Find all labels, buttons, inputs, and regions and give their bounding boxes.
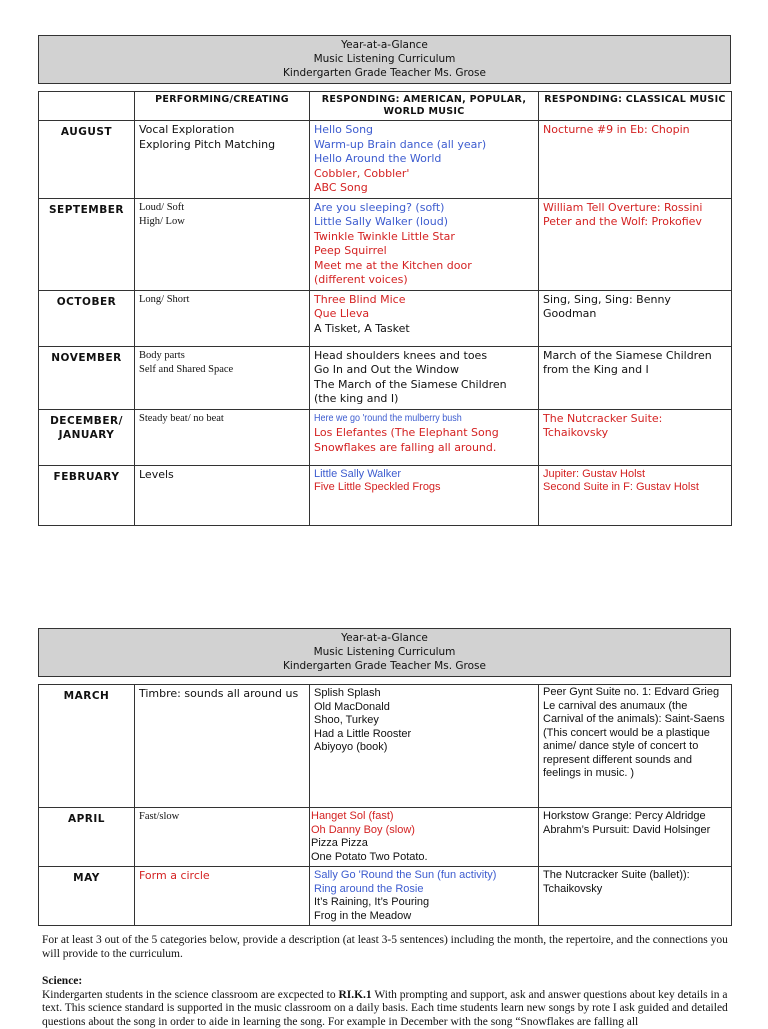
performing-cell: [135, 409, 310, 465]
header-title: Year-at-a-Glance: [39, 631, 730, 645]
header-teacher: Kindergarten Grade Teacher Ms. Grose: [39, 66, 730, 80]
american-cell: [310, 867, 539, 926]
month-line: DECEMBER/: [43, 414, 130, 428]
list-item: Levels: [139, 468, 305, 483]
classical-cell: [539, 465, 732, 525]
list-item: Peep Squirrel: [314, 244, 534, 259]
table-row: [39, 198, 732, 290]
header-box-1: [38, 35, 731, 84]
instructions-text: For at least 3 out of the 5 categories below, provide a description (at least 3-5 sentences) including the month, the repertoire, and the connections you will provide to the curriculum.: [42, 934, 732, 961]
list-item: Los Elefantes (The Elephant Song: [314, 426, 534, 441]
list-item: Long/ Short: [139, 293, 305, 307]
science-section: [42, 975, 732, 1029]
science-text-before: Kindergarten students in the science classroom are excpected to: [42, 989, 338, 1001]
list-item: Shoo, Turkey: [314, 714, 534, 728]
month-cell: SEPTEMBER: [39, 198, 135, 290]
performing-cell: [135, 121, 310, 199]
list-item: Ring around the Rosie: [314, 883, 534, 897]
list-item: March of the Siamese Children: [543, 349, 727, 364]
science-standard: RI.K.1: [338, 989, 371, 1001]
american-cell: [310, 465, 539, 525]
list-item: Little Sally Walker: [314, 468, 534, 482]
list-item: Self and Shared Space: [139, 363, 305, 377]
list-item: High/ Low: [139, 215, 305, 229]
list-item: Sally Go 'Round the Sun (fun activity): [314, 869, 534, 883]
table-header-row: [39, 92, 732, 121]
list-item: Form a circle: [139, 869, 305, 884]
list-item: Tchaikovsky: [543, 426, 727, 441]
american-cell: [310, 121, 539, 199]
performing-cell: [135, 465, 310, 525]
table-row: [39, 808, 732, 867]
american-cell: [310, 409, 539, 465]
performing-cell: [135, 685, 310, 808]
table-row: [39, 465, 732, 525]
list-item: Goodman: [543, 307, 727, 322]
list-item: Warm-up Brain dance (all year): [314, 138, 534, 153]
list-item: ABC Song: [314, 181, 534, 196]
classical-cell: [539, 685, 732, 808]
list-item: Jupiter: Gustav Holst: [543, 468, 727, 482]
classical-cell: [539, 808, 732, 867]
american-cell: [310, 198, 539, 290]
american-cell: [310, 290, 539, 346]
list-item: Second Suite in F: Gustav Holst: [543, 481, 727, 495]
col-header-american: RESPONDING: AMERICAN, POPULAR, WORLD MUSIC: [310, 92, 539, 121]
list-item: William Tell Overture: Rossini: [543, 201, 727, 216]
month-cell: FEBRUARY: [39, 465, 135, 525]
list-item: Twinkle Twinkle Little Star: [314, 230, 534, 245]
month-cell: AUGUST: [39, 121, 135, 199]
list-item: Fast/slow: [139, 810, 305, 824]
list-item: Hanget Sol (fast): [311, 810, 534, 824]
header-box-2: [38, 628, 731, 677]
month-cell: NOVEMBER: [39, 346, 135, 409]
month-cell: APRIL: [39, 808, 135, 867]
list-item: Que Lleva: [314, 307, 534, 322]
list-item: A Tisket, A Tasket: [314, 322, 534, 337]
col-header-classical: RESPONDING: CLASSICAL MUSIC: [539, 92, 732, 121]
list-item: Are you sleeping? (soft): [314, 201, 534, 216]
table-row: [39, 867, 732, 926]
list-item: Horkstow Grange: Percy Aldridge: [543, 810, 727, 824]
list-item: Loud/ Soft: [139, 201, 305, 215]
list-item: Tchaikovsky: [543, 883, 727, 897]
american-cell: [310, 346, 539, 409]
classical-cell: [539, 198, 732, 290]
list-item: Had a Little Rooster: [314, 728, 534, 742]
performing-cell: [135, 290, 310, 346]
list-item: Head shoulders knees and toes: [314, 349, 534, 364]
classical-cell: [539, 409, 732, 465]
header-title: Year-at-a-Glance: [39, 38, 730, 52]
science-heading: Science:: [42, 975, 82, 987]
list-item: Here we go 'round the mulberry bush: [314, 412, 512, 427]
header-cell-empty: [39, 92, 135, 121]
list-item: Steady beat/ no beat: [139, 412, 305, 426]
list-item: Nocturne #9 in Eb: Chopin: [543, 123, 727, 138]
list-item: Five Little Speckled Frogs: [314, 481, 534, 495]
month-line: JANUARY: [43, 428, 130, 442]
list-item: Vocal Exploration: [139, 123, 305, 138]
list-item: Splish Splash: [314, 687, 534, 701]
curriculum-table-2: [38, 684, 732, 926]
table-row: [39, 121, 732, 199]
performing-cell: [135, 808, 310, 867]
classical-paragraph: Peer Gynt Suite no. 1: Edvard Grieg Le carnival des anumaux (the Carnival of the animals): Saint-Saens (This concert would be a plastique anime/ dance style of concert to represent different sounds and feelings in music. ): [543, 686, 727, 781]
instructions-paragraph: [42, 934, 732, 961]
list-item: One Potato Two Potato.: [311, 851, 534, 865]
table-row: [39, 409, 732, 465]
list-item: from the King and I: [543, 363, 727, 378]
performing-cell: [135, 867, 310, 926]
month-cell: MARCH: [39, 685, 135, 808]
list-item: Oh Danny Boy (slow): [311, 824, 534, 838]
classical-cell: [539, 346, 732, 409]
list-item: The March of the Siamese Children: [314, 378, 534, 393]
header-subtitle: Music Listening Curriculum: [39, 52, 730, 66]
list-item: Abiyoyo (book): [314, 741, 534, 755]
list-item: Cobbler, Cobbler': [314, 167, 534, 182]
header-teacher: Kindergarten Grade Teacher Ms. Grose: [39, 659, 730, 673]
table-row: [39, 290, 732, 346]
table-row: [39, 346, 732, 409]
month-cell: OCTOBER: [39, 290, 135, 346]
list-item: Hello Around the World: [314, 152, 534, 167]
list-item: (the king and I): [314, 392, 534, 407]
month-cell: MAY: [39, 867, 135, 926]
list-item: The Nutcracker Suite:: [543, 412, 727, 427]
list-item: Go In and Out the Window: [314, 363, 534, 378]
classical-cell: [539, 121, 732, 199]
list-item: The Nutcracker Suite (ballet)):: [543, 869, 727, 883]
classical-cell: [539, 290, 732, 346]
list-item: Old MacDonald: [314, 701, 534, 715]
list-item: (different voices): [314, 273, 534, 288]
performing-cell: [135, 346, 310, 409]
list-item: Meet me at the Kitchen door: [314, 259, 534, 274]
list-item: Snowflakes are falling all around.: [314, 441, 534, 456]
list-item: Peter and the Wolf: Prokofiev: [543, 215, 727, 230]
science-text-after: With prompting and support, ask and answer questions about key details in a text. This science standard is supported in the music classroom on a daily basis. Each time students learn new songs by rote I ask guided and detailed questions about the song in order to aide in learning the song. For example in December with the song “Snowflakes are falling all: [42, 989, 728, 1028]
header-subtitle: Music Listening Curriculum: [39, 645, 730, 659]
list-item: It’s Raining, It’s Pouring: [314, 896, 534, 910]
list-item: Little Sally Walker (loud): [314, 215, 534, 230]
list-item: Exploring Pitch Matching: [139, 138, 305, 153]
month-cell: [39, 409, 135, 465]
list-item: Abrahm’s Pursuit: David Holsinger: [543, 824, 727, 838]
list-item: Body parts: [139, 349, 305, 363]
curriculum-table-1: [38, 91, 732, 526]
science-paragraph: [42, 989, 732, 1029]
classical-cell: [539, 867, 732, 926]
list-item: Frog in the Meadow: [314, 910, 534, 924]
table-row: [39, 685, 732, 808]
list-item: Hello Song: [314, 123, 534, 138]
american-cell: [310, 685, 539, 808]
performing-cell: [135, 198, 310, 290]
col-header-performing: PERFORMING/CREATING: [135, 92, 310, 121]
list-item: Sing, Sing, Sing: Benny: [543, 293, 727, 308]
list-item: Timbre: sounds all around us: [139, 687, 305, 702]
list-item: Three Blind Mice: [314, 293, 534, 308]
american-cell: [310, 808, 539, 867]
list-item: Pizza Pizza: [311, 837, 534, 851]
